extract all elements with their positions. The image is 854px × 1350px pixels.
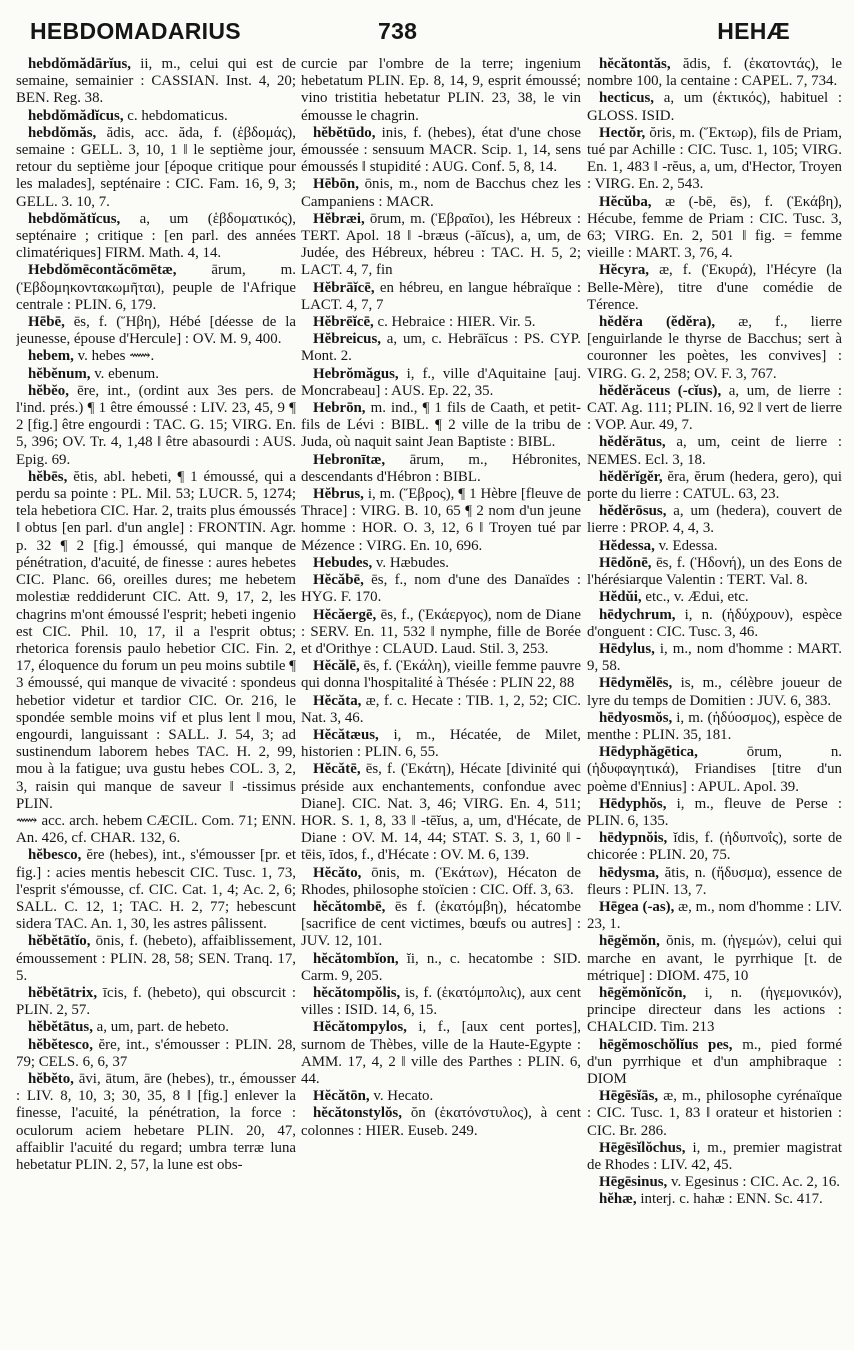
entry-definition: i, m., fleuve de Perse : PLIN. 6, 135. xyxy=(587,795,842,829)
dictionary-entry xyxy=(301,555,581,572)
entry-definition: āvi, ātum, āre (hebes), tr., émousser : LIV. 8, 10, 3; 30, 35, 8 ‖ [fig.] enlever la finesse, l'acuité, la pénétration, la force : oculorum aciem hebetare PLIN. 20, 47, affaiblir l'acuité du regard; umbra terræ luna hebetatur PLIN. 2, 57, la lune est obs- xyxy=(16,1070,296,1173)
entry-headword: Hebrŏmăgus, xyxy=(313,365,399,382)
dictionary-entry xyxy=(587,710,842,744)
dictionary-entry xyxy=(587,899,842,933)
entry-definition: v. Egesinus : CIC. Ac. 2, 16. xyxy=(667,1174,841,1191)
entry-headword: Hĕdessa, xyxy=(599,537,655,554)
dictionary-entry xyxy=(587,125,842,194)
entry-headword: hēgĕmŏn, xyxy=(599,933,660,950)
entry-definition: ēs, f. (Ἑκάλη), vieille femme pauvre qui donna l'hospitalité à Thésée : PLIN 22, 88 xyxy=(301,658,581,692)
dictionary-entry xyxy=(587,1191,842,1208)
dictionary-entry xyxy=(587,469,842,503)
entry-headword: Hĕdŭi, xyxy=(599,589,642,606)
entry-headword: hebdŏmătĭcus, xyxy=(28,210,121,227)
dictionary-entry xyxy=(16,813,296,847)
entry-headword: Hēdylus, xyxy=(599,640,655,657)
dictionary-entry xyxy=(587,1037,842,1089)
column-left xyxy=(16,56,301,1346)
dictionary-entry xyxy=(16,314,296,348)
entry-headword: hĕcătontăs, xyxy=(599,56,671,72)
entry-definition: ĕra, ĕrum (hedera, gero), qui porte du lierre : CATUL. 63, 23. xyxy=(587,468,842,503)
dictionary-entry xyxy=(587,985,842,1037)
entry-definition: v. ebenum. xyxy=(90,365,159,382)
dictionary-entry xyxy=(301,572,581,606)
entry-definition: ēs, f., nom d'une des Danaïdes : HYG. F. 170. xyxy=(301,572,581,606)
entry-headword: hĕcătombĭon, xyxy=(313,950,399,967)
dictionary-entry xyxy=(301,211,581,280)
entry-definition: ōrum, n. (ἡδυφαγητικά), Friandises [titre d'un poème d'Ennius] : APUL. Apol. 39. xyxy=(587,744,842,795)
dictionary-entry xyxy=(587,589,842,606)
entry-headword: Hebudes, xyxy=(313,554,373,571)
entry-headword: hēdypnŏis, xyxy=(599,830,668,847)
dictionary-entry xyxy=(587,1174,842,1191)
entry-definition: æ, m., nom d'homme : LIV. 23, 1. xyxy=(587,898,842,933)
entry-headword: Hēdyphăgētica, xyxy=(599,744,698,761)
entry-definition: i, f., [aux cent portes], surnom de Thèbes, ville de la Haute-Egypte : AMM. 17, 4, 2 ‖ ville des Parthes : PLIN. 6, 44. xyxy=(301,1019,581,1087)
entry-definition: ōrum, m. (Ἑβραῖοι), les Hébreux : TERT. Apol. 18 ‖ -bræus (-āĭcus), a, um, de Judée, des Hébreux, hébreu : TAC. H. 5, 2; LACT. 4, 7, fin xyxy=(301,210,581,279)
entry-headword: hĕdĕrōsus, xyxy=(599,503,667,520)
entry-definition: ārum, m., Hébronites, descendants d'Hébron : BIBL. xyxy=(301,451,581,485)
dictionary-entry xyxy=(16,933,296,985)
entry-headword: Hebdŏmēcontăcōmētæ, xyxy=(28,262,177,279)
entry-definition: v. Hecato. xyxy=(369,1088,434,1105)
entry-headword: hĕbĕnum, xyxy=(28,365,91,382)
dictionary-entry xyxy=(587,1088,842,1140)
entry-headword: hebdŏmădĭcus, xyxy=(28,107,124,124)
entry-headword: Hēgēsĭās, xyxy=(599,1088,659,1105)
dictionary-entry xyxy=(587,865,842,899)
entry-headword: Hēdymĕlēs, xyxy=(599,675,673,692)
entry-headword: hĕcătonstylŏs, xyxy=(313,1105,402,1122)
entry-definition: v. Edessa. xyxy=(654,537,718,554)
entry-headword: Hĕbrēĭcē, xyxy=(313,314,374,331)
dictionary-entry xyxy=(301,314,581,331)
entry-headword: Hēdyphŏs, xyxy=(599,795,667,812)
entry-definition: ēs, f. (Ἥβη), Hébé [déesse de la jeunesse, épouse d'Hercule] : OV. M. 9, 400. xyxy=(16,314,296,348)
dictionary-entry xyxy=(16,847,296,933)
entry-definition: ēre, int., (ordint aux 3es pers. de l'ind. prés.) ¶ 1 être émoussé : LIV. 23, 45, 9 ¶ 2 [fig.] être engourdi : TAC. G. 15; VIRG. En. 5, 396; OV. Tr. 4, 1,48 ‖ être abasourdi : AUS. Epig. 69. xyxy=(16,382,296,468)
dictionary-entry xyxy=(587,90,842,124)
entry-definition: is, f. (ἑκατόμπολις), aux cent villes : ISID. 14, 6, 15. xyxy=(301,984,581,1019)
dictionary-entry xyxy=(587,194,842,263)
text-columns xyxy=(16,56,842,1346)
entry-definition: æ, f., lierre [enguirlande le thyrse de Bacchus; sert à couronner les poètes, les convives] : VIRG. G. 2, 258; OV. F. 3, 767. xyxy=(587,314,842,382)
dictionary-entry xyxy=(587,503,842,537)
entry-definition: a, um, ceint de lierre : NEMES. Ecl. 3, 18. xyxy=(587,434,842,468)
dictionary-entry xyxy=(301,951,581,985)
entry-definition: a, um (ἑκτικός), habituel : GLOSS. ISID. xyxy=(587,90,842,124)
entry-definition: ēs, f., (Ἑκάεργος), nom de Diane : SERV. En. 11, 532 ‖ nymphe, fille de Borée et d'Orithye : CLAUD. Laud. Stil. 3, 253. xyxy=(301,606,581,657)
entry-headword: hĕcătompŏlis, xyxy=(313,984,401,1001)
dictionary-entry xyxy=(301,452,581,486)
dictionary-entry xyxy=(587,262,842,314)
entry-headword: hĕbĕto, xyxy=(28,1070,74,1087)
entry-definition: etc., v. Ædui, etc. xyxy=(641,589,749,606)
dictionary-entry xyxy=(16,469,296,813)
dictionary-entry xyxy=(301,486,581,555)
entry-headword: Hĕcăbē, xyxy=(313,572,364,589)
entry-definition: is, m., célèbre joueur de lyre du temps de Domitien : JUV. 6, 383. xyxy=(587,675,842,709)
dictionary-entry xyxy=(301,693,581,727)
entry-definition: i, n. (ἡγεμονικόν), principe directeur dans les actions : CHALCID. Tim. 213 xyxy=(587,984,842,1036)
entry-headword: hĕhæ, xyxy=(599,1191,637,1208)
dictionary-entry xyxy=(301,400,581,452)
entry-definition: curcie par l'ombre de la terre; ingenium hebetatum PLIN. Ep. 8, 14, 9, esprit émoussé; vino tristitia hebetatur PLIN. 23, 38, le vin émousse le chagrin. xyxy=(301,56,581,124)
entry-definition: æ, f. (Ἑκυρά), l'Hécyre (la Belle-Mère), titre d'une comédie de Térence. xyxy=(587,262,842,313)
dictionary-entry xyxy=(301,607,581,659)
entry-definition: c. Hebraice : HIER. Vir. 5. xyxy=(373,314,536,331)
entry-definition: ŏnis, m. (ἡγεμών), celui qui marche en avant, le pyrrhique [t. de métrique] : DIOM. 475, 10 xyxy=(587,933,842,984)
entry-headword: hēdyosmŏs, xyxy=(599,709,673,726)
entry-definition: ădis, acc. ăda, f. (ἑβδομάς), semaine : GELL. 3, 10, 1 ‖ le septième jour, retour du septième jour [époque critique pour les malades], septénaire : CIC. Fam. 16, 9, 3; GELL. 3. 10, 7. xyxy=(16,124,296,210)
entry-definition: ēs f. (ἑκατόμβη), hécatombe [sacrifice de cent victimes, bœufs ou autres] : JUV. 12, 101. xyxy=(301,898,581,950)
entry-definition: æ, f. c. Hecate : TIB. 1, 2, 52; CIC. Nat. 3, 46. xyxy=(301,692,581,726)
entry-headword: hēdychrum, xyxy=(599,606,676,623)
entry-headword: Hĕcălē, xyxy=(313,658,360,675)
dictionary-entry xyxy=(16,1019,296,1036)
entry-headword: hĕdĕrātus, xyxy=(599,434,666,451)
dictionary-entry xyxy=(587,675,842,709)
entry-headword: Hebrōn, xyxy=(313,400,366,417)
entry-definition: v. hebes ⟿. xyxy=(73,348,155,365)
dictionary-entry xyxy=(301,125,581,177)
dictionary-entry xyxy=(301,865,581,899)
entry-definition: ēs, f. (Ἑκάτη), Hécate [divinité qui préside aux enchantements, confondue avec Diane]. CIC. Nat. 3, 46; VIRG. En. 4, 511; HOR. S. 1, 8, 33 ‖ -tēĭus, a, um, d'Hécate, de Diane : OV. M. 14, 44; STAT. S. 3, 1, 60 ‖ -tēis, īdos, f., d'Hécate : OV. M. 6, 139. xyxy=(301,761,581,864)
dictionary-entry xyxy=(16,1037,296,1071)
header-right-guideword: HEHÆ xyxy=(717,18,790,44)
dictionary-entry xyxy=(587,434,842,468)
entry-headword: Hĕcŭba, xyxy=(599,193,652,210)
dictionary-entry xyxy=(587,56,842,90)
dictionary-entry xyxy=(301,176,581,210)
dictionary-entry xyxy=(16,108,296,125)
dictionary-entry xyxy=(587,744,842,796)
dictionary-entry xyxy=(16,366,296,383)
column-middle xyxy=(301,56,587,1346)
entry-headword: Hĕcătōn, xyxy=(313,1088,370,1105)
entry-headword: Hĕbrāĭcē, xyxy=(313,279,375,296)
entry-headword: Hēbōn, xyxy=(313,176,359,193)
entry-headword: Hĕcătē, xyxy=(313,761,361,778)
entry-headword: hecticus, xyxy=(599,90,655,107)
entry-headword: Hēgea (-as), xyxy=(599,898,675,915)
entry-definition: en hébreu, en langue hébraïque : LACT. 4, 7, 7 xyxy=(301,279,581,313)
entry-headword: hĕbesco, xyxy=(28,847,82,864)
entry-definition: a, um (hedera), couvert de lierre : PROP. 4, 4, 3. xyxy=(587,503,842,537)
dictionary-entry xyxy=(301,56,581,125)
entry-headword: hebdŏmădārĭus, xyxy=(28,56,132,72)
dictionary-entry xyxy=(16,125,296,211)
entry-definition: v. Hæbudes. xyxy=(372,554,449,571)
entry-headword: hĕbĕtātrix, xyxy=(28,984,98,1001)
entry-definition: ārum, m. (Ἑβδομηκοντακωμῆται), peuple de l'Afrique centrale : PLIN. 6, 179. xyxy=(16,262,296,313)
dictionary-entry xyxy=(301,331,581,365)
entry-headword: Hĕcyra, xyxy=(599,262,650,279)
dictionary-entry xyxy=(301,1088,581,1105)
entry-definition: c. hebdomaticus. xyxy=(123,107,228,124)
entry-definition: īcis, f. (hebeto), qui obscurcit : PLIN. 2, 57. xyxy=(16,984,296,1019)
entry-definition: ădis, f. (ἑκατοντάς), le nombre 100, la centaine : CAPEL. 7, 734. xyxy=(587,56,842,90)
entry-headword: Hĕcătæus, xyxy=(313,726,379,743)
dictionary-entry xyxy=(16,262,296,314)
entry-definition: æ (-bē, ēs), f. (Ἑκάβη), Hécube, femme de Priam : CIC. Tusc. 3, 63; VIRG. En. 2, 501 ‖ fig. = femme vieille : MART. 3, 76, 4. xyxy=(587,193,842,262)
entry-headword: hebem, xyxy=(28,348,74,365)
entry-headword: hĕbĕo, xyxy=(28,382,69,399)
running-header xyxy=(16,14,842,56)
entry-headword: hĕbĕtātĭo, xyxy=(28,933,91,950)
entry-definition: æ, m., philosophe cyrénaïque : CIC. Tusc. 1, 83 ‖ orateur et historien : CIC. Br. 286. xyxy=(587,1088,842,1139)
entry-definition: m. ind., ¶ 1 fils de Caath, et petit-fils de Lévi : BIBL. ¶ 2 ville de la tribu de Juda, où naquit saint Jean Baptiste : BIBL. xyxy=(301,400,581,451)
dictionary-entry xyxy=(301,366,581,400)
entry-headword: hĕbĕtūdo, xyxy=(313,124,376,141)
entry-definition: ĕre (hebes), int., s'émousser [pr. et fig.] : acies mentis hebescit CIC. Tusc. 1, 73, l'esprit s'émousse, cf. CIC. Cat. 1, 4; Ac. 2, 6; SALL. C. 12, 1; TAC. H. 2, 77; hebescunt sidera TAC. An. 1, 30, les astres pâlissent. xyxy=(16,847,296,933)
entry-definition: ŏris, m. (Ἕκτωρ), fils de Priam, tué par Achille : CIC. Tusc. 1, 105; VIRG. En. 1, 483 ‖ -rĕus, a, um, d'Hector, Troyen : VIRG. En. 2, 543. xyxy=(587,124,842,193)
dictionary-entry xyxy=(587,383,842,435)
entry-definition: i, f., ville d'Aquitaine [auj. Moncrabeau] : AUS. Ep. 22, 35. xyxy=(301,365,581,399)
dictionary-entry xyxy=(16,348,296,365)
dictionary-entry xyxy=(587,314,842,383)
dictionary-entry xyxy=(16,211,296,263)
entry-definition: ii, m., celui qui est de semaine, semainier : CASSIAN. Inst. 4, 20; BEN. Reg. 38. xyxy=(16,56,296,107)
entry-headword: hēgĕmŏnĭcŏn, xyxy=(599,984,687,1001)
entry-definition: a, um (ἑβδοματικός), septénaire ; critique : [en parl. des années climatériques] FIRM. Math. 4, 14. xyxy=(16,210,296,262)
entry-definition: m., pied formé d'un pyrrhique et d'un amphibraque : DIOM xyxy=(587,1036,842,1087)
dictionary-entry xyxy=(16,383,296,469)
dictionary-entry xyxy=(301,1019,581,1088)
entry-headword: Hĕbrus, xyxy=(313,486,364,503)
dictionary-entry xyxy=(587,933,842,985)
dictionary-entry xyxy=(16,56,296,108)
entry-definition: ĕre, int., s'émousser : PLIN. 28, 79; CELS. 6, 6, 37 xyxy=(16,1036,296,1070)
dictionary-entry xyxy=(587,555,842,589)
entry-headword: Hĕcăto, xyxy=(313,864,362,881)
dictionary-entry xyxy=(301,761,581,864)
page-number: 738 xyxy=(378,18,418,44)
entry-headword: Hēbē, xyxy=(28,314,65,331)
dictionary-entry xyxy=(301,727,581,761)
dictionary-entry xyxy=(587,641,842,675)
entry-headword: hebdŏmăs, xyxy=(28,124,97,141)
header-left-guideword: HEBDOMADARIUS xyxy=(30,18,241,44)
entry-headword: Hectŏr, xyxy=(599,124,646,141)
dictionary-entry xyxy=(301,280,581,314)
entry-definition: i, m. (Ἕβρος), ¶ 1 Hèbre [fleuve de Thrace] : VIRG. B. 10, 65 ¶ 2 nom d'un jeune homme : HOR. O. 3, 12, 6 ‖ Troyen tué par Mézence : VIRG. En. 10, 696. xyxy=(301,486,581,554)
entry-definition: ōnis, f. (hebeto), affaiblissement, émoussement : PLIN. 28, 58; SEN. Tranq. 17, 5. xyxy=(16,933,296,984)
entry-headword: Hĕbreicus, xyxy=(313,331,381,348)
dictionary-entry xyxy=(587,796,842,830)
entry-headword: Hēdŏnē, xyxy=(599,554,652,571)
dictionary-entry xyxy=(301,985,581,1019)
entry-headword: Hĕcăta, xyxy=(313,692,362,709)
entry-definition: i, n. (ἡδύχρουν), espèce d'onguent : CIC. Tusc. 3, 46. xyxy=(587,606,842,640)
entry-definition: ătis, n. (ἥδυσμα), essence de fleurs : PLIN. 13, 7. xyxy=(587,864,842,898)
dictionary-entry xyxy=(587,1140,842,1174)
entry-definition: ĭdis, f. (ἡδυπνοΐς), sorte de chicorée : PLIN. 20, 75. xyxy=(587,830,842,864)
entry-headword: hĕbĕtesco, xyxy=(28,1036,93,1053)
dictionary-entry xyxy=(16,1071,296,1174)
entry-definition: inis, f. (hebes), état d'une chose émoussée : sensuum MACR. Scip. 1, 14, sens émoussés ‖ stupidité : AUG. Conf. 5, 8, 14. xyxy=(301,124,581,176)
entry-headword: Hēgēsinus, xyxy=(599,1174,668,1191)
entry-definition: ⟿ acc. arch. hebem CÆCIL. Com. 71; ENN. An. 426, cf. CHAR. 132, 6. xyxy=(16,812,296,847)
entry-headword: hēgĕmoschŏlĭus pes, xyxy=(599,1036,733,1053)
entry-definition: i, m., premier magistrat de Rhodes : LIV. 42, 45. xyxy=(587,1139,842,1173)
entry-headword: hĕdĕra (ĕdĕra), xyxy=(599,314,716,331)
entry-definition: ŏn (ἑκατόνστυλος), à cent colonnes : HIER. Euseb. 249. xyxy=(301,1105,581,1139)
dictionary-entry xyxy=(587,607,842,641)
dictionary-entry xyxy=(301,658,581,692)
entry-definition: i, m., Hécatée, de Milet, historien : PLIN. 6, 55. xyxy=(301,726,581,761)
entry-definition: ōnis, m. (Ἑκάτων), Hécaton de Rhodes, philosophe stoïcien : CIC. Off. 3, 63. xyxy=(301,864,581,898)
column-right xyxy=(587,56,842,1346)
entry-headword: hēdysma, xyxy=(599,864,659,881)
entry-definition: a, um, de lierre : CAT. Ag. 111; PLIN. 16, 92 ‖ vert de lierre : VOP. Aur. 49, 7. xyxy=(587,382,842,434)
entry-headword: hĕcătombē, xyxy=(313,898,386,915)
entry-definition: ĭi, n., c. hecatombe : SID. Carm. 9, 205. xyxy=(301,950,581,984)
entry-definition: ĕtis, abl. hebeti, ¶ 1 émoussé, qui a perdu sa pointe : PL. Mil. 53; LUCR. 5, 1274; tela hebetiora CIC. Har. 2, traits plus émoussés ‖ obtus [en parl. d'un angle] : FRONTIN. Agr. p. 32 ¶ 2 [fig.] émoussé, qui manque de pénétration, d'acuité, de finesse : aures hebetes CIC. Planc. 66, oreilles dures; me hebetem molestiæ reddiderunt CIC. Att. 9, 17, 2, les chagrins m'ont émoussé l'esprit; hebeti ingenio est CIC. Phil. 10, 17, il a l'esprit obtus; rhetorica forensis paulo hebetior CIC. Fin. 2, 17, éloquence du forum un peu moins subtile ¶ 3 émoussé, qui manque de vivacité : spondeus hebetior videtur et tardior CIC. Or. 216, le spondée semble moins vif et plus lent ‖ mou, engourdi, languissant : SALL. J. 54, 3; ad sustinendum laborem hebes TAC. H. 2, 99, mou à la fatigue; uva gustu hebes COL. 3, 2, 3, raisin qui manque de saveur ‖ -tissimus PLIN. xyxy=(16,468,296,812)
entry-definition: interj. c. hahæ : ENN. Sc. 417. xyxy=(636,1191,823,1208)
entry-headword: hĕdĕrăceus (-cĭus), xyxy=(599,382,722,399)
entry-definition: ōnis, m., nom de Bacchus chez les Campaniens : MACR. xyxy=(301,176,581,210)
dictionary-entry xyxy=(587,538,842,555)
entry-headword: Hebronītæ, xyxy=(313,451,386,468)
dictionary-entry xyxy=(587,830,842,864)
entry-definition: i, m., nom d'homme : MART. 9, 58. xyxy=(587,640,842,675)
entry-headword: hĕbēs, xyxy=(28,468,68,485)
entry-definition: i, m. (ἡδύοσμος), espèce de menthe : PLIN. 35, 181. xyxy=(587,709,842,743)
entry-headword: Hĕcătompylos, xyxy=(313,1019,407,1036)
entry-definition: a, um, part. de hebeto. xyxy=(92,1019,229,1036)
dictionary-entry xyxy=(301,1105,581,1139)
entry-headword: Hĕcăergē, xyxy=(313,606,377,623)
entry-headword: hĕdĕrĭgĕr, xyxy=(599,468,663,485)
dictionary-entry xyxy=(301,899,581,951)
entry-headword: Hĕbræi, xyxy=(313,210,365,227)
dictionary-entry xyxy=(16,985,296,1019)
entry-definition: ēs, f. (Ἡδονή), un des Eons de l'hérésiarque Valentin : TERT. Val. 8. xyxy=(587,554,842,589)
entry-headword: Hēgēsĭlŏchus, xyxy=(599,1139,686,1156)
entry-headword: hĕbĕtātus, xyxy=(28,1019,93,1036)
entry-definition: a, um, c. Hebrāĭcus : PS. CYP. Mont. 2. xyxy=(301,331,581,365)
